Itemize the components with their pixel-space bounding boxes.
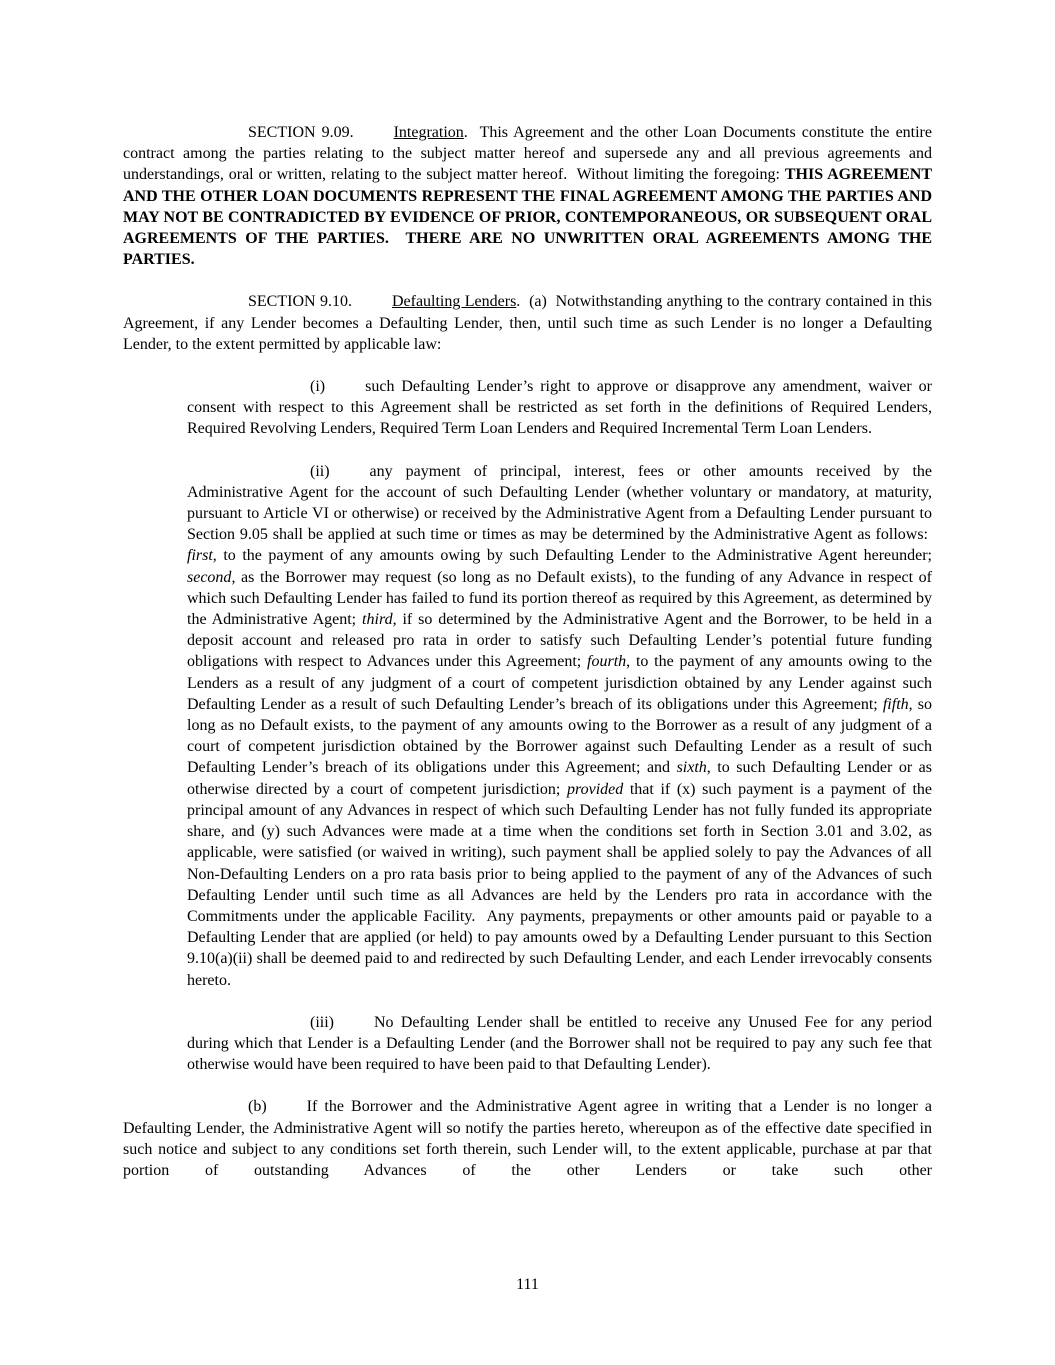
text-run: , to the payment of any amounts owing by such Defaulting Lender to the Administrative Agent hereunder; bbox=[212, 547, 932, 565]
text-run: , if so determined by the Administrative Agent and the Borrower, to be held in a deposit account and released pro rata in order to satisfy such Defaulting Lender’s potential future funding obligations with respect to Advances under this Agreement; bbox=[187, 611, 933, 671]
text-run: SECTION 9.10. bbox=[248, 293, 352, 311]
text-run: THIS AGREEMENT AND THE OTHER LOAN DOCUMENTS REPRESENT THE FINAL AGREEMENT AMONG THE PARTIES AND MAY NOT BE CONTRADICTED BY EVIDENCE OF PRIOR, CONTEMPORANEOUS, OR SUBSEQUENT ORAL AGREEMENTS OF THE PARTIES. THERE ARE NO UNWRITTEN ORAL AGREEMENTS AMONG THE PARTIES. bbox=[123, 166, 932, 269]
text-run: If the Borrower and the Administrative Agent agree in writing that a Lender is no longer a Defaulting Lender, the Administrative Agent will so notify the parties hereto, whereupon as of the effective date specified in such notice and subject to any conditions set forth therein, such Lender will, to the extent applicable, purchase at par that portion of outstanding Advances of the other Lenders or take such other bbox=[123, 1098, 932, 1179]
text-run: that if (x) such payment is a payment of the principal amount of any Advances in respect of which such Defaulting Lender has not fully funded its appropriate share, and (y) such Advances were made at a time when the conditions set forth in Section 3.01 and 3.02, as applicable, were satisfied (or waived in writing), such payment shall be applied solely to pay the Advances of all Non-Defaulting Lenders on a pro rata basis prior to being applied to the payment of any of the Advances of such Defaulting Lender until such time as all Advances are held by the Lenders pro rata in accordance with the Commitments under the applicable Facility. Any payments, prepayments or other amounts paid or payable to a Defaulting Lender that are applied (or held) to pay amounts owed by a Defaulting Lender pursuant to this Section 9.10(a)(ii) shall be deemed paid to and redirected by such Defaulting Lender, and each Lender irrevocably consents hereto. bbox=[187, 780, 933, 989]
text-run: , as the Borrower may request (so long as no Default exists), to the funding of any Advance in respect of which such Defaulting Lender has failed to fund its portion thereof as required by this Agreement, as determined by the Administrative Agent; bbox=[187, 568, 932, 629]
text-run: provided bbox=[566, 780, 624, 798]
text-run: , to such Defaulting Lender or as otherwise directed by a court of competent jurisdiction; bbox=[187, 759, 933, 798]
document-body bbox=[123, 122, 932, 1181]
text-run: No Defaulting Lender shall be entitled to receive any Unused Fee for any period during which that Lender is a Defaulting Lender (and the Borrower shall not be required to pay any such fee that otherwise would have been required to have been paid to that Defaulting Lender). bbox=[187, 1013, 932, 1074]
text-run: fourth bbox=[587, 653, 627, 671]
text-run: . (a) Notwithstanding anything to the contrary contained in this Agreement, if any Lender becomes a Defaulting Lender, then, until such time as such Lender is no longer a Defaulting Lender, to the extent permitted by applicable law: bbox=[123, 293, 933, 353]
text-run: Defaulting Lenders bbox=[391, 293, 517, 311]
text-run: , to the payment of any amounts owing to the Lenders as a result of any judgment of a court of competent jurisdiction obtained by any Lender against such Defaulting Lender as a result of such Defaulting Lender’s breach of its obligations under this Agreement; bbox=[187, 653, 932, 713]
text-run: sixth bbox=[676, 759, 707, 777]
text-run: (ii) bbox=[310, 462, 330, 480]
page-number: 111 bbox=[516, 1276, 539, 1293]
section-9-09-paragraph bbox=[123, 122, 932, 270]
text-run: (iii) bbox=[310, 1013, 334, 1031]
text-run: SECTION 9.09. bbox=[248, 124, 354, 141]
text-run: . This Agreement and the other Loan Documents constitute the entire contract among the parties relating to the subject matter hereof and supersede any and all previous agreements and understandings, oral or written, relating to the subject matter hereof. Without limiting the foregoing: bbox=[123, 124, 932, 184]
text-run: first bbox=[187, 547, 213, 565]
paragraph-b bbox=[123, 1096, 932, 1181]
text-run: fifth bbox=[882, 695, 909, 713]
text-run: any payment of principal, interest, fees or other amounts received by the Administrative Agent for the account of such Defaulting Lender (whether voluntary or mandatory, at maturity, pursuant to Article VI or otherwise) or received by the Administrative Agent from a Defaulting Lender pursuant to Section 9.05 shall be applied at such time or times as may be determined by the Administrative Agent as follows: bbox=[187, 462, 932, 544]
section-9-10-paragraph bbox=[123, 291, 932, 355]
clause-ii-paragraph bbox=[187, 461, 932, 991]
text-run: (b) bbox=[248, 1098, 267, 1116]
text-run: such Defaulting Lender’s right to approve or disapprove any amendment, waiver or consent with respect to this Agreement shall be restricted as set forth in the definitions of Required Lenders, Required Revolving Lenders, Required Term Loan Lenders and Required Incremental Term Loan Lenders. bbox=[187, 378, 932, 438]
clause-iii-paragraph bbox=[187, 1012, 932, 1076]
text-run: Integration bbox=[393, 124, 464, 141]
text-run: , so long as no Default exists, to the payment of any amounts owing to the Borrower as a result of any judgment of a court of competent jurisdiction obtained by the Borrower against such Defaulting Lender as a result of such Defaulting Lender’s breach of its obligations under this Agreement; and bbox=[187, 695, 932, 777]
text-run: second bbox=[187, 568, 232, 586]
text-run: third bbox=[362, 611, 393, 629]
text-run: (i) bbox=[310, 378, 326, 396]
clause-i-paragraph bbox=[187, 376, 932, 440]
